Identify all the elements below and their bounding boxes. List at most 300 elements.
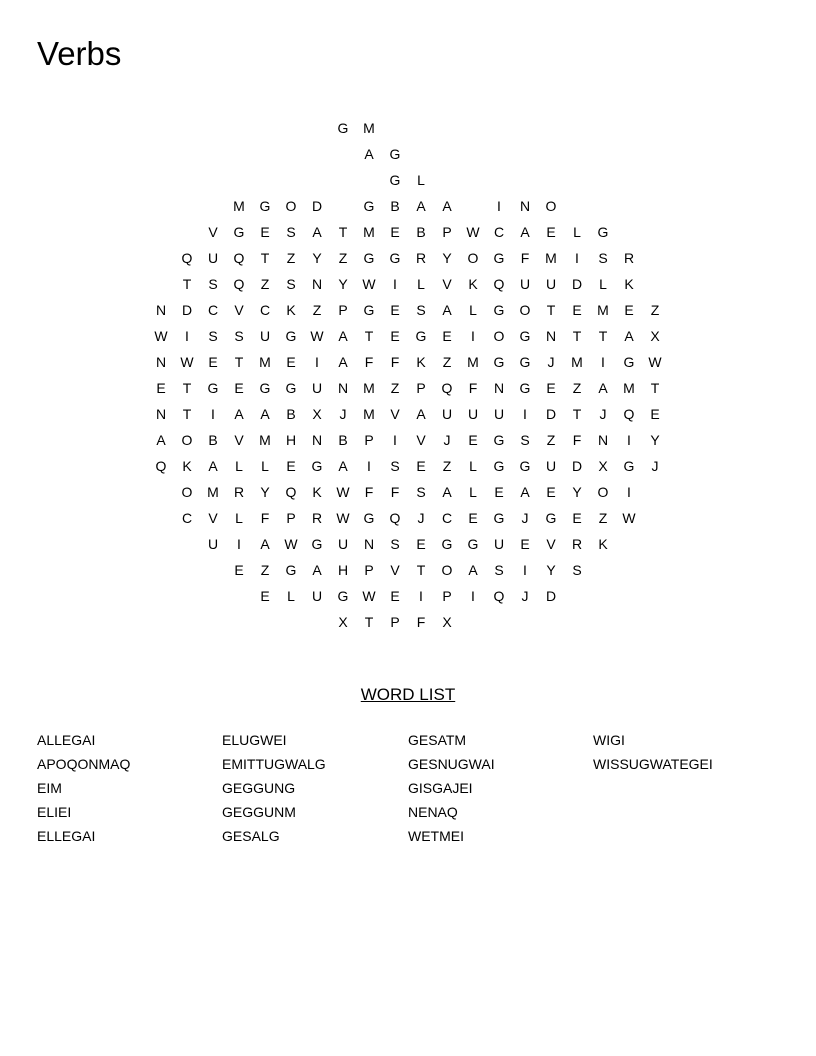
grid-letter: N xyxy=(545,328,557,344)
grid-letter: N xyxy=(519,198,531,214)
grid-letter: Q xyxy=(441,380,453,396)
grid-letter: I xyxy=(393,276,397,292)
grid-letter: F xyxy=(260,510,270,526)
grid-letter: X xyxy=(442,614,452,630)
grid-letter: N xyxy=(597,432,609,448)
grid-letter: E xyxy=(208,354,218,370)
grid-letter: V xyxy=(442,276,452,292)
grid-letter: I xyxy=(627,484,631,500)
grid-letter: G xyxy=(285,380,297,396)
grid-letter: Z xyxy=(650,302,660,318)
grid-letter: T xyxy=(182,276,192,292)
grid-letter: M xyxy=(467,354,479,370)
grid-letter: Z xyxy=(312,302,322,318)
grid-letter: G xyxy=(519,354,531,370)
grid-letter: E xyxy=(234,380,244,396)
grid-letter: P xyxy=(390,614,400,630)
grid-letter: V xyxy=(390,406,400,422)
grid-letter: T xyxy=(182,406,192,422)
word-list-item: ALLEGAI xyxy=(37,732,96,748)
grid-letter: A xyxy=(598,380,608,396)
grid-letter: M xyxy=(259,432,271,448)
grid-letter: N xyxy=(311,276,323,292)
word-list-item: GISGAJEI xyxy=(408,780,473,796)
grid-letter: B xyxy=(208,432,218,448)
word-list-item: ELIEI xyxy=(37,804,72,820)
grid-letter: R xyxy=(415,250,427,266)
grid-letter: E xyxy=(624,302,634,318)
grid-letter: Y xyxy=(546,562,556,578)
grid-letter: J xyxy=(599,406,607,422)
grid-letter: O xyxy=(181,484,193,500)
grid-letter: S xyxy=(494,562,504,578)
grid-letter: A xyxy=(338,354,348,370)
grid-letter: E xyxy=(546,484,556,500)
grid-letter: Y xyxy=(442,250,452,266)
grid-letter: S xyxy=(416,484,426,500)
grid-letter: L xyxy=(469,484,477,500)
grid-letter: G xyxy=(545,510,557,526)
grid-letter: K xyxy=(416,354,426,370)
grid-letter: F xyxy=(468,380,478,396)
grid-letter: Z xyxy=(442,354,452,370)
grid-letter: E xyxy=(390,224,400,240)
grid-letter: A xyxy=(442,302,452,318)
grid-letter: D xyxy=(311,198,323,214)
grid-letter: E xyxy=(234,562,244,578)
grid-letter: G xyxy=(389,146,401,162)
grid-letter: S xyxy=(208,328,218,344)
grid-letter: M xyxy=(363,406,375,422)
grid-letter: G xyxy=(389,250,401,266)
grid-letter: E xyxy=(260,588,270,604)
grid-letter: Z xyxy=(338,250,348,266)
grid-letter: G xyxy=(493,302,505,318)
grid-letter: G xyxy=(597,224,609,240)
grid-letter: T xyxy=(182,380,192,396)
grid-letter: Z xyxy=(598,510,608,526)
word-list-item: GESALG xyxy=(222,828,280,844)
grid-letter: Y xyxy=(260,484,270,500)
grid-letter: M xyxy=(623,380,635,396)
grid-letter: G xyxy=(493,510,505,526)
grid-letter: O xyxy=(285,198,297,214)
grid-letter: E xyxy=(286,354,296,370)
grid-letter: T xyxy=(572,406,582,422)
grid-letter: E xyxy=(156,380,166,396)
grid-letter: E xyxy=(390,588,400,604)
grid-letter: O xyxy=(519,302,531,318)
grid-letter: G xyxy=(493,250,505,266)
grid-letter: W xyxy=(648,354,662,370)
grid-letter: W xyxy=(622,510,636,526)
grid-letter: N xyxy=(155,354,167,370)
grid-letter: A xyxy=(208,458,218,474)
word-list-item: WETMEI xyxy=(408,828,464,844)
grid-letter: G xyxy=(519,458,531,474)
word-list-item: GEGGUNG xyxy=(222,780,296,796)
grid-letter: H xyxy=(285,432,297,448)
grid-letter: Q xyxy=(493,276,505,292)
grid-letter: I xyxy=(601,354,605,370)
grid-letter: U xyxy=(441,406,453,422)
grid-letter: X xyxy=(650,328,660,344)
grid-letter: V xyxy=(208,510,218,526)
grid-letter: J xyxy=(339,406,347,422)
grid-letter: M xyxy=(363,380,375,396)
grid-letter: W xyxy=(336,510,350,526)
grid-letter: W xyxy=(284,536,298,552)
grid-letter: T xyxy=(234,354,244,370)
grid-letter: T xyxy=(364,328,374,344)
grid-letter: E xyxy=(520,536,530,552)
grid-letter: D xyxy=(571,276,583,292)
grid-letter: Z xyxy=(286,250,296,266)
grid-letter: Z xyxy=(390,380,400,396)
grid-letter: B xyxy=(390,198,400,214)
grid-letter: Q xyxy=(389,510,401,526)
grid-letter: S xyxy=(234,328,244,344)
grid-letter: A xyxy=(416,406,426,422)
grid-letter: L xyxy=(235,510,243,526)
grid-letter: G xyxy=(233,224,245,240)
grid-letter: G xyxy=(389,172,401,188)
grid-letter: G xyxy=(363,198,375,214)
grid-letter: I xyxy=(627,432,631,448)
grid-letter: L xyxy=(573,224,581,240)
grid-letter: G xyxy=(519,380,531,396)
grid-letter: D xyxy=(545,406,557,422)
word-list-heading: WORD LIST xyxy=(360,685,456,704)
grid-letter: G xyxy=(285,328,297,344)
grid-letter: V xyxy=(546,536,556,552)
grid-letter: P xyxy=(442,588,452,604)
word-list-item: WISSUGWATEGEI xyxy=(593,756,713,772)
word-list xyxy=(0,728,816,868)
grid-letter: W xyxy=(466,224,480,240)
grid-letter: U xyxy=(311,380,323,396)
grid-letter: S xyxy=(390,536,400,552)
grid-letter: W xyxy=(362,276,376,292)
grid-letter: L xyxy=(469,458,477,474)
grid-letter: F xyxy=(390,354,400,370)
grid-letter: A xyxy=(520,484,530,500)
grid-letter: C xyxy=(441,510,453,526)
grid-letter: C xyxy=(207,302,219,318)
grid-letter: S xyxy=(572,562,582,578)
grid-letter: I xyxy=(471,328,475,344)
grid-letter: E xyxy=(416,458,426,474)
grid-letter: N xyxy=(337,380,349,396)
grid-letter: U xyxy=(337,536,349,552)
grid-letter: U xyxy=(467,406,479,422)
grid-letter: D xyxy=(545,588,557,604)
grid-letter: Q xyxy=(155,458,167,474)
grid-letter: U xyxy=(545,276,557,292)
grid-letter: S xyxy=(520,432,530,448)
grid-letter: N xyxy=(363,536,375,552)
grid-letter: G xyxy=(493,354,505,370)
grid-letter: B xyxy=(338,432,348,448)
grid-letter: B xyxy=(286,406,296,422)
grid-letter: A xyxy=(260,406,270,422)
word-list-item: APOQONMAQ xyxy=(37,756,131,772)
grid-letter: E xyxy=(286,458,296,474)
grid-letter: E xyxy=(572,510,582,526)
grid-letter: D xyxy=(181,302,193,318)
grid-letter: A xyxy=(260,536,270,552)
grid-letter: T xyxy=(364,614,374,630)
grid-letter: K xyxy=(598,536,608,552)
grid-letter: O xyxy=(181,432,193,448)
grid-letter: M xyxy=(207,484,219,500)
grid-letter: S xyxy=(208,276,218,292)
grid-letter: M xyxy=(545,250,557,266)
word-list-item: EMITTUGWALG xyxy=(222,756,326,772)
grid-letter: E xyxy=(494,484,504,500)
grid-letter: P xyxy=(338,302,348,318)
grid-letter: F xyxy=(390,484,400,500)
grid-letter: S xyxy=(390,458,400,474)
grid-letter: Q xyxy=(493,588,505,604)
grid-letter: I xyxy=(471,588,475,604)
grid-letter: M xyxy=(233,198,245,214)
grid-letter: Z xyxy=(442,458,452,474)
grid-letter: U xyxy=(493,536,505,552)
grid-letter: V xyxy=(208,224,218,240)
grid-letter: A xyxy=(364,146,374,162)
grid-letter: P xyxy=(442,224,452,240)
grid-letter: F xyxy=(364,484,374,500)
grid-letter: K xyxy=(182,458,192,474)
grid-letter: M xyxy=(259,354,271,370)
grid-letter: R xyxy=(233,484,245,500)
word-list-item: NENAQ xyxy=(408,804,458,820)
grid-letter: V xyxy=(234,432,244,448)
grid-letter: E xyxy=(442,328,452,344)
grid-letter: J xyxy=(521,588,529,604)
grid-letter: J xyxy=(651,458,659,474)
grid-letter: P xyxy=(364,432,374,448)
grid-letter: A xyxy=(624,328,634,344)
grid-letter: U xyxy=(519,276,531,292)
grid-letter: O xyxy=(597,484,609,500)
grid-letter: V xyxy=(234,302,244,318)
grid-letter: W xyxy=(336,484,350,500)
grid-letter: F xyxy=(572,432,582,448)
grid-letter: I xyxy=(393,432,397,448)
grid-letter: D xyxy=(571,458,583,474)
grid-letter: E xyxy=(572,302,582,318)
grid-letter: E xyxy=(416,536,426,552)
grid-letter: T xyxy=(546,302,556,318)
grid-letter: K xyxy=(286,302,296,318)
grid-letter: H xyxy=(337,562,349,578)
grid-letter: G xyxy=(415,328,427,344)
grid-letter: A xyxy=(338,328,348,344)
grid-letter: G xyxy=(285,562,297,578)
grid-letter: Y xyxy=(650,432,660,448)
word-list-item: GEGGUNM xyxy=(222,804,296,820)
grid-letter: M xyxy=(571,354,583,370)
grid-letter: I xyxy=(497,198,501,214)
grid-letter: V xyxy=(416,432,426,448)
grid-letter: Z xyxy=(260,562,270,578)
grid-letter: E xyxy=(260,224,270,240)
grid-letter: G xyxy=(311,536,323,552)
grid-letter: T xyxy=(650,380,660,396)
grid-letter: G xyxy=(207,380,219,396)
grid-letter: Z xyxy=(572,380,582,396)
grid-letter: L xyxy=(417,276,425,292)
grid-letter: B xyxy=(416,224,426,240)
grid-letter: A xyxy=(520,224,530,240)
grid-letter: G xyxy=(259,380,271,396)
grid-letter: G xyxy=(519,328,531,344)
grid-letter: O xyxy=(441,562,453,578)
grid-letter: T xyxy=(572,328,582,344)
word-list-item: GESATM xyxy=(408,732,467,748)
grid-letter: U xyxy=(493,406,505,422)
grid-letter: I xyxy=(315,354,319,370)
grid-letter: Z xyxy=(546,432,556,448)
grid-letter: A xyxy=(312,562,322,578)
grid-letter: G xyxy=(337,588,349,604)
grid-letter: Q xyxy=(285,484,297,500)
grid-letter: J xyxy=(547,354,555,370)
grid-letter: A xyxy=(338,458,348,474)
grid-letter: L xyxy=(287,588,295,604)
grid-letter: A xyxy=(312,224,322,240)
grid-letter: J xyxy=(521,510,529,526)
grid-letter: E xyxy=(650,406,660,422)
grid-letter: G xyxy=(467,536,479,552)
word-list-item: ELLEGAI xyxy=(37,828,96,844)
grid-letter: J xyxy=(417,510,425,526)
grid-letter: R xyxy=(623,250,635,266)
grid-letter: T xyxy=(260,250,270,266)
grid-letter: Y xyxy=(572,484,582,500)
grid-letter: K xyxy=(312,484,322,500)
grid-letter: S xyxy=(416,302,426,318)
grid-letter: W xyxy=(180,354,194,370)
grid-letter: C xyxy=(259,302,271,318)
grid-letter: E xyxy=(546,224,556,240)
word-list-item: GESNUGWAI xyxy=(408,756,495,772)
grid-letter: I xyxy=(419,588,423,604)
grid-letter: L xyxy=(261,458,269,474)
grid-letter: G xyxy=(623,354,635,370)
grid-letter: M xyxy=(597,302,609,318)
grid-letter: G xyxy=(363,302,375,318)
grid-letter: C xyxy=(181,510,193,526)
grid-letter: E xyxy=(468,510,478,526)
grid-letter: E xyxy=(390,328,400,344)
grid-letter: E xyxy=(390,302,400,318)
grid-letter: T xyxy=(416,562,426,578)
grid-letter: Y xyxy=(338,276,348,292)
grid-letter: W xyxy=(310,328,324,344)
grid-letter: U xyxy=(207,250,219,266)
grid-letter: N xyxy=(311,432,323,448)
grid-letter: Q xyxy=(623,406,635,422)
page-title: Verbs xyxy=(37,35,122,72)
grid-letter: S xyxy=(598,250,608,266)
grid-letter: L xyxy=(599,276,607,292)
grid-letter: A xyxy=(416,198,426,214)
grid-letter: V xyxy=(390,562,400,578)
grid-letter: J xyxy=(443,432,451,448)
grid-letter: A xyxy=(156,432,166,448)
grid-letter: K xyxy=(468,276,478,292)
grid-letter: L xyxy=(235,458,243,474)
grid-letter: Z xyxy=(260,276,270,292)
grid-letter: P xyxy=(416,380,426,396)
grid-letter: F xyxy=(520,250,530,266)
grid-letter: T xyxy=(338,224,348,240)
grid-letter: P xyxy=(286,510,296,526)
grid-letter: I xyxy=(523,562,527,578)
grid-letter: I xyxy=(185,328,189,344)
grid-letter: O xyxy=(467,250,479,266)
grid-letter: G xyxy=(259,198,271,214)
grid-letter: W xyxy=(154,328,168,344)
grid-letter: O xyxy=(545,198,557,214)
grid-letter: L xyxy=(417,172,425,188)
grid-letter: G xyxy=(363,250,375,266)
grid-letter: I xyxy=(367,458,371,474)
word-list-item: ELUGWEI xyxy=(222,732,287,748)
grid-letter: X xyxy=(338,614,348,630)
grid-letter: A xyxy=(442,198,452,214)
grid-letter: U xyxy=(207,536,219,552)
grid-letter: G xyxy=(337,120,349,136)
grid-letter: G xyxy=(441,536,453,552)
grid-letter: W xyxy=(362,588,376,604)
grid-letter: G xyxy=(311,458,323,474)
grid-letter: R xyxy=(571,536,583,552)
grid-letter: G xyxy=(493,432,505,448)
word-list-item: EIM xyxy=(37,780,62,796)
grid-letter: I xyxy=(523,406,527,422)
grid-letter: T xyxy=(598,328,608,344)
grid-letter: U xyxy=(545,458,557,474)
grid-letter: A xyxy=(234,406,244,422)
grid-letter: S xyxy=(286,276,296,292)
grid-letter: I xyxy=(237,536,241,552)
grid-letter: Y xyxy=(312,250,322,266)
grid-letter: N xyxy=(155,302,167,318)
grid-letter: U xyxy=(311,588,323,604)
grid-letter: L xyxy=(469,302,477,318)
grid-letter: U xyxy=(259,328,271,344)
grid-letter: E xyxy=(468,432,478,448)
grid-letter: A xyxy=(442,484,452,500)
grid-letter: F xyxy=(416,614,426,630)
grid-letter: G xyxy=(623,458,635,474)
grid-letter: N xyxy=(155,406,167,422)
grid-letter: G xyxy=(363,510,375,526)
grid-letter: I xyxy=(575,250,579,266)
grid-letter: R xyxy=(311,510,323,526)
grid-letter: Q xyxy=(233,276,245,292)
grid-letter: S xyxy=(286,224,296,240)
grid-letter: G xyxy=(493,458,505,474)
grid-letter: P xyxy=(364,562,374,578)
grid-letter: X xyxy=(312,406,322,422)
grid-letter: X xyxy=(598,458,608,474)
grid-letter: K xyxy=(624,276,634,292)
